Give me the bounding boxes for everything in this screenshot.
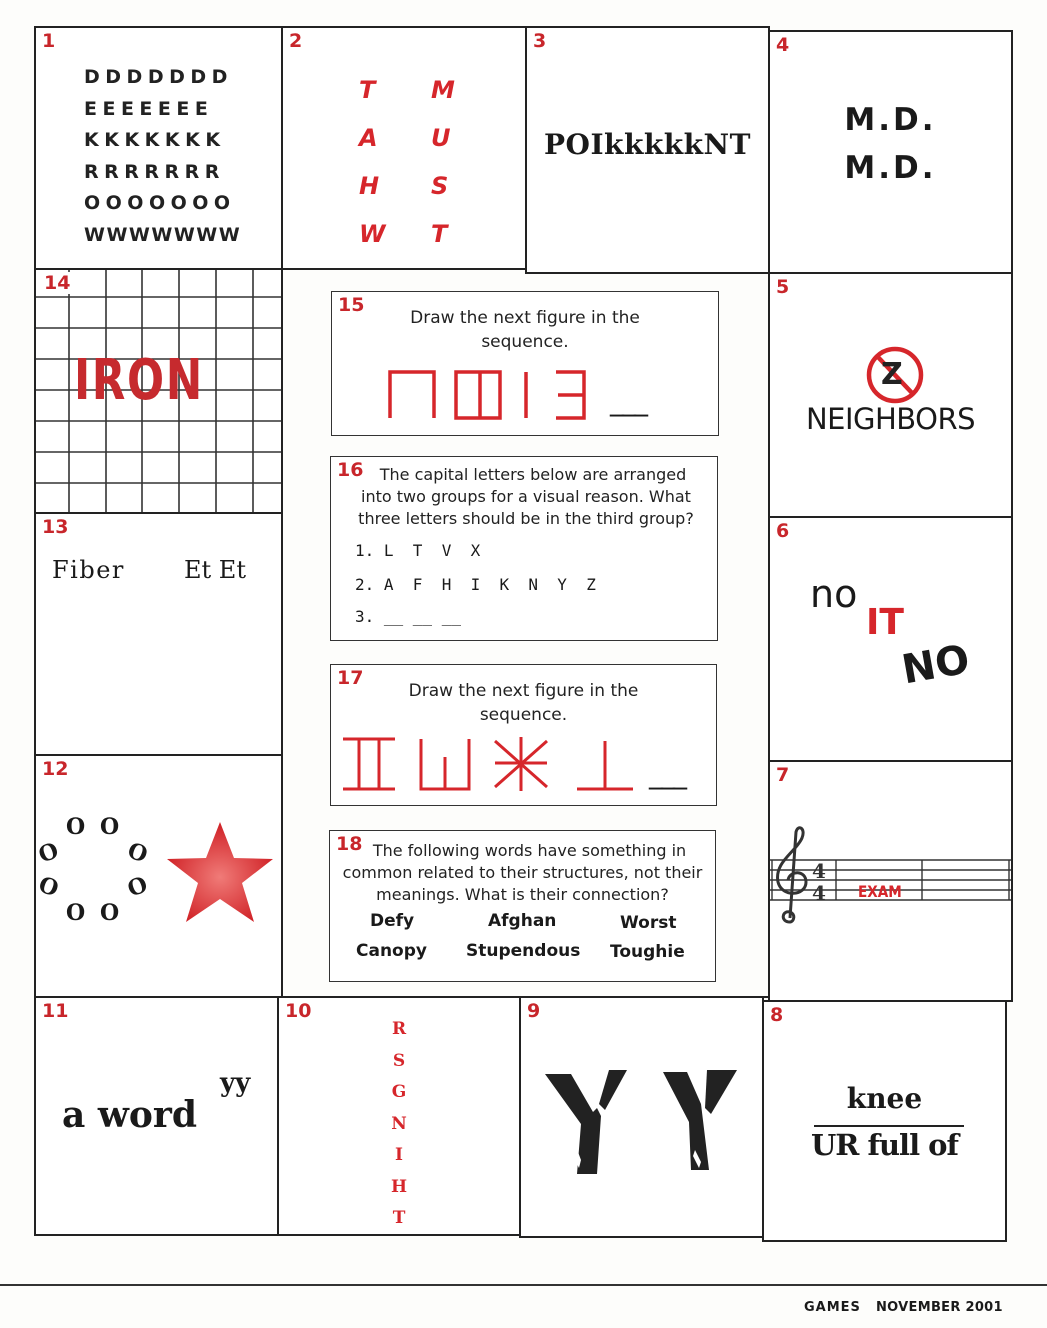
- word: Afghan: [488, 911, 557, 931]
- puzzle-number: 15: [338, 294, 365, 316]
- letter-ring: [35, 756, 166, 926]
- puzzle-15-box: [331, 291, 719, 436]
- letter-row: OOOOOOO: [84, 192, 236, 214]
- puzzle-3-text: POIkkkkkNT: [544, 128, 751, 161]
- puzzle-10-cell: [277, 996, 521, 1236]
- column-letter: T: [431, 220, 448, 248]
- letter-row: WWWWWWW: [84, 223, 242, 246]
- letter-group-3: 3. __ __ __: [355, 607, 461, 626]
- answer-blank: ___: [649, 757, 685, 790]
- puzzle-5-cell: [768, 272, 1013, 518]
- letter-row: DDDDDDD: [84, 66, 233, 88]
- puzzle-2-cell: [281, 26, 527, 270]
- puzzle-18-box: [329, 830, 716, 982]
- ring-letter: O: [100, 814, 120, 840]
- column-letter: A: [359, 124, 378, 152]
- puzzle-number: 16: [337, 459, 364, 481]
- svg-text:4: 4: [812, 859, 826, 883]
- right-column: [431, 66, 455, 258]
- puzzle-number: 6: [776, 520, 790, 542]
- letter-rows: [84, 62, 241, 251]
- puzzle-3-cell: [525, 26, 770, 274]
- puzzle-4-line2: M.D.: [844, 150, 937, 186]
- left-column: [359, 66, 385, 258]
- prompt-line: into two groups for a visual reason. What: [361, 487, 691, 506]
- stacked-letter: G: [391, 1082, 407, 1102]
- puzzle-number: 17: [337, 667, 364, 689]
- prompt-line: Draw the next figure in the: [410, 308, 640, 328]
- ring-letter: O: [124, 871, 152, 903]
- word: Defy: [370, 911, 415, 931]
- prompt-line: The following words have something in: [372, 841, 687, 860]
- stacked-letter: S: [392, 1050, 406, 1071]
- column-letter: U: [431, 124, 451, 152]
- puzzle-14-text: IRON: [74, 348, 204, 413]
- puzzle-number: 11: [42, 1000, 69, 1022]
- prompt-line: Draw the next figure in the: [408, 681, 639, 701]
- puzzle-number: 12: [42, 758, 69, 780]
- puzzle-number: 3: [533, 30, 547, 52]
- column-letter: T: [359, 76, 376, 104]
- puzzle-7-text: EXAM: [858, 882, 902, 901]
- puzzle-12-cell: [34, 754, 283, 998]
- column-letter: M: [431, 76, 455, 104]
- prompt-line: meanings. What is their connection?: [376, 885, 669, 904]
- puzzle-14-cell: [34, 268, 283, 514]
- puzzle-number: 18: [336, 833, 363, 855]
- puzzle-6-word3: NO: [898, 636, 973, 694]
- letter-row: EEEEEEE: [84, 97, 214, 120]
- prompt-line: sequence.: [481, 332, 569, 352]
- column-letter: S: [431, 172, 449, 200]
- music-staff: [770, 822, 1011, 932]
- puzzle-number: 5: [776, 276, 790, 298]
- column-letter: H: [359, 172, 380, 200]
- puzzle-13-right: Et Et: [184, 556, 246, 584]
- puzzle-4-line1: M.D.: [844, 102, 937, 138]
- puzzle-6-word1: no: [810, 572, 858, 616]
- vertical-letters: [391, 1014, 407, 1235]
- puzzle-number: 10: [285, 1000, 312, 1022]
- puzzle-13-left: Fiber: [52, 556, 125, 584]
- ring-letter: O: [100, 900, 120, 926]
- puzzle-13-cell: [34, 512, 283, 756]
- ring-letter: O: [35, 837, 63, 869]
- ring-letter: O: [124, 837, 152, 869]
- puzzle-number: 2: [289, 30, 303, 52]
- prompt-line: sequence.: [479, 705, 568, 725]
- puzzle-17-box: [330, 664, 717, 806]
- symbol-letter: Z: [881, 357, 903, 392]
- puzzle-11-cell: [34, 996, 279, 1236]
- stacked-letter: I: [395, 1145, 403, 1165]
- puzzle-9-cell: [519, 996, 764, 1238]
- letter-row: RRRRRRR: [84, 160, 225, 183]
- puzzle-1-cell: [34, 26, 283, 270]
- puzzle-11-text: a word: [62, 1094, 197, 1136]
- puzzle-7-cell: [768, 760, 1013, 1002]
- puzzle-4-cell: [768, 30, 1013, 274]
- puzzle-number: 14: [44, 272, 71, 294]
- ring-letter: O: [66, 900, 86, 926]
- puzzle-8-numerator: knee: [846, 1082, 923, 1115]
- ring-letter: O: [35, 871, 63, 903]
- footer-rule: [0, 1284, 1047, 1286]
- puzzle-5-text: NEIGHBORS: [805, 402, 976, 436]
- prompt-line: three letters should be in the third group?: [358, 509, 694, 528]
- puzzle-8-denominator: UR full of: [811, 1128, 958, 1162]
- puzzle-number: 8: [770, 1004, 784, 1026]
- letter-group-2: 2. A F H I K N Y Z: [355, 575, 596, 594]
- word: Stupendous: [466, 941, 581, 961]
- ring-letter: O: [66, 814, 86, 840]
- prompt-line: The capital letters below are arranged: [379, 465, 687, 484]
- puzzle-11-superscript: yy: [220, 1068, 251, 1098]
- puzzle-6-word2: IT: [866, 602, 904, 643]
- puzzle-number: 4: [776, 34, 790, 56]
- sequence-figures: [339, 735, 639, 795]
- puzzle-8-cell: [762, 1000, 1007, 1242]
- puzzle-6-cell: [768, 516, 1013, 762]
- prompt-line: common related to their structures, not their: [342, 863, 703, 882]
- footer-magazine: GAMES: [804, 1300, 861, 1315]
- word: Canopy: [356, 941, 427, 961]
- stacked-letter: R: [391, 1019, 407, 1039]
- puzzle-number: 9: [527, 1000, 541, 1022]
- answer-blank: ___: [610, 384, 646, 417]
- svg-text:4: 4: [812, 881, 826, 905]
- stacked-letter: T: [392, 1208, 406, 1228]
- footer-date: NOVEMBER 2001: [876, 1300, 1003, 1315]
- stacked-letter: H: [391, 1176, 408, 1197]
- letter-group-1: 1. L T V X: [355, 541, 481, 560]
- column-letter: W: [359, 220, 386, 248]
- fraction-bar: [814, 1125, 964, 1127]
- stacked-letter: N: [391, 1113, 407, 1134]
- puzzle-number: 13: [42, 516, 69, 538]
- puzzle-number: 7: [776, 764, 790, 786]
- letter-row: KKKKKKK: [84, 129, 226, 151]
- star-icon: [161, 818, 279, 928]
- puzzle-16-box: [330, 456, 718, 641]
- word: Toughie: [610, 942, 685, 962]
- broken-y-figures: [545, 1064, 745, 1174]
- puzzle-number: 1: [42, 30, 56, 52]
- word: Worst: [620, 913, 677, 933]
